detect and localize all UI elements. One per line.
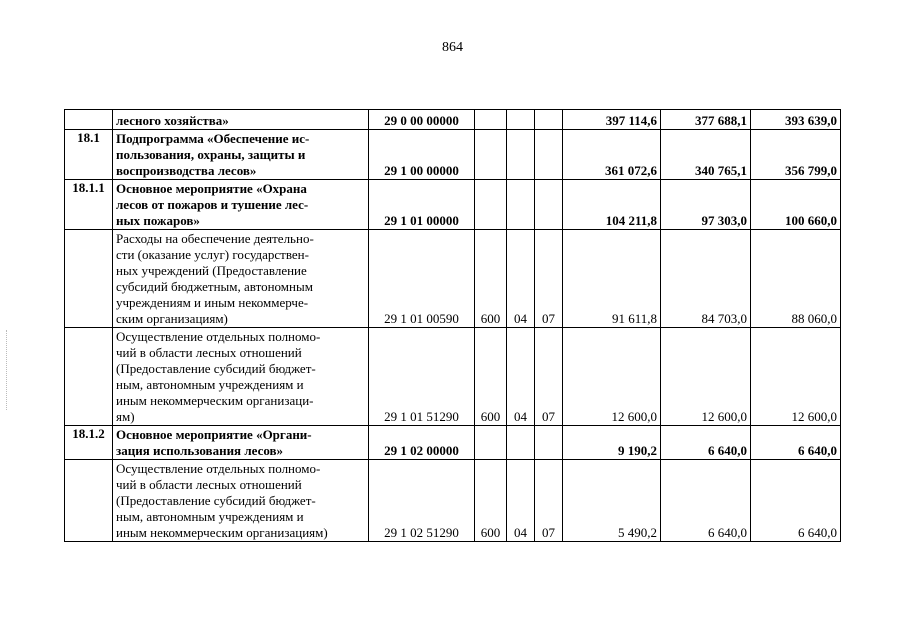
row-number-cell [65,460,113,542]
table-body [65,110,841,542]
row-amount-year1-cell: 104 211,8 [563,180,661,230]
row-rz-cell: 04 [507,328,535,426]
row-code-cell: 29 1 02 00000 [369,426,475,460]
row-vr-cell [475,426,507,460]
row-code-cell: 29 1 01 51290 [369,328,475,426]
row-amount-year2-cell: 97 303,0 [661,180,751,230]
row-number-cell [65,328,113,426]
table-row [65,110,841,130]
row-rz-cell [507,426,535,460]
row-number-cell [65,230,113,328]
row-vr-cell [475,110,507,130]
row-amount-year1-cell: 9 190,2 [563,426,661,460]
row-rz-cell [507,130,535,180]
row-rz-cell [507,110,535,130]
row-amount-year2-cell: 6 640,0 [661,426,751,460]
table-row [65,328,841,426]
row-vr-cell: 600 [475,230,507,328]
row-amount-year1-cell: 12 600,0 [563,328,661,426]
budget-table [64,109,841,542]
row-vr-cell: 600 [475,460,507,542]
row-amount-year2-cell: 84 703,0 [661,230,751,328]
row-amount-year3-cell: 6 640,0 [751,426,841,460]
row-code-cell: 29 1 00 00000 [369,130,475,180]
row-number-cell: 18.1.1 [65,180,113,230]
scan-margin-mark [6,330,9,410]
row-number-cell: 18.1.2 [65,426,113,460]
row-amount-year3-cell: 356 799,0 [751,130,841,180]
row-rz-cell [507,180,535,230]
table-row [65,180,841,230]
row-code-cell: 29 1 01 00000 [369,180,475,230]
row-code-cell: 29 1 01 00590 [369,230,475,328]
row-name-cell: Осуществление отдельных полномо- чий в области лесных отношений (Предоставление субсидий бюджет- ным, автономным учреждениям и иным некоммерческим организациям) [113,460,369,542]
row-amount-year3-cell: 88 060,0 [751,230,841,328]
row-name-cell: Расходы на обеспечение деятельно- сти (оказание услуг) государствен- ных учреждений (Предоставление субсидий бюджетным, автономным учреждениям и иным некоммерче- ским организациям) [113,230,369,328]
row-number-cell: 18.1 [65,130,113,180]
row-code-cell: 29 1 02 51290 [369,460,475,542]
row-vr-cell [475,130,507,180]
row-amount-year2-cell: 6 640,0 [661,460,751,542]
table-row [65,230,841,328]
row-name-cell: Подпрограмма «Обеспечение ис- пользования, охраны, защиты и воспроизводства лесов» [113,130,369,180]
row-name-cell: Основное мероприятие «Органи- зация использования лесов» [113,426,369,460]
row-name-cell: лесного хозяйства» [113,110,369,130]
table-row [65,130,841,180]
row-amount-year1-cell: 361 072,6 [563,130,661,180]
row-pr-cell [535,180,563,230]
row-amount-year2-cell: 377 688,1 [661,110,751,130]
row-vr-cell: 600 [475,328,507,426]
table-row [65,426,841,460]
row-code-cell: 29 0 00 00000 [369,110,475,130]
row-pr-cell [535,130,563,180]
row-amount-year3-cell: 6 640,0 [751,460,841,542]
row-amount-year3-cell: 100 660,0 [751,180,841,230]
row-pr-cell: 07 [535,230,563,328]
row-amount-year1-cell: 5 490,2 [563,460,661,542]
row-rz-cell: 04 [507,460,535,542]
row-pr-cell: 07 [535,460,563,542]
row-vr-cell [475,180,507,230]
row-amount-year2-cell: 12 600,0 [661,328,751,426]
row-rz-cell: 04 [507,230,535,328]
row-name-cell: Осуществление отдельных полномо- чий в области лесных отношений (Предоставление субсидий бюджет- ным, автономным учреждениям и иным некоммерческим организаци- ям) [113,328,369,426]
row-pr-cell [535,426,563,460]
row-amount-year3-cell: 393 639,0 [751,110,841,130]
row-amount-year1-cell: 91 611,8 [563,230,661,328]
row-amount-year2-cell: 340 765,1 [661,130,751,180]
page-number: 864 [442,40,463,55]
row-amount-year1-cell: 397 114,6 [563,110,661,130]
row-number-cell [65,110,113,130]
row-name-cell: Основное мероприятие «Охрана лесов от пожаров и тушение лес- ных пожаров» [113,180,369,230]
row-amount-year3-cell: 12 600,0 [751,328,841,426]
row-pr-cell: 07 [535,328,563,426]
row-pr-cell [535,110,563,130]
table-row [65,460,841,542]
